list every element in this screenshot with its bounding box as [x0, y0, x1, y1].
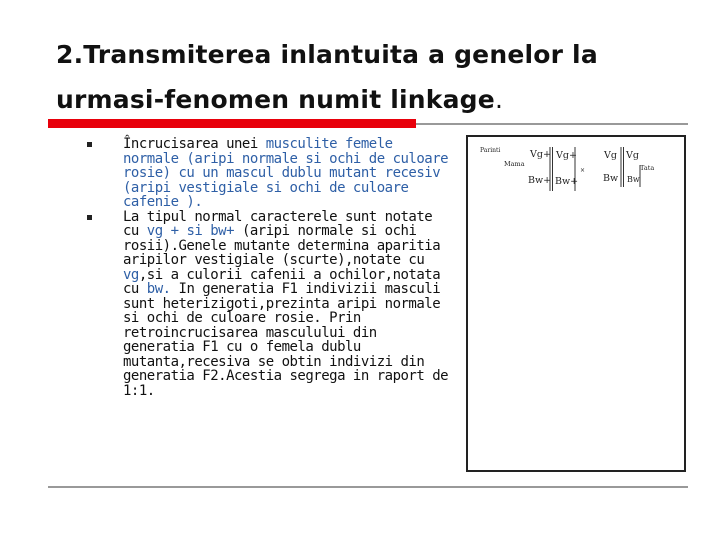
father-allele-bw-right: Bw — [627, 175, 640, 184]
father-allele-vg-left: Vg — [604, 150, 617, 161]
figure-parents-heading: Parinti — [480, 147, 501, 154]
linkage-diagram — [468, 137, 684, 470]
mother-allele-bw-left: Bw+ — [528, 175, 552, 186]
figure-father-label: Tata — [640, 164, 655, 172]
mother-allele-bw-right: Bw+ — [555, 176, 579, 187]
bullet-item-cross — [84, 137, 454, 210]
bullet-2-text-4: In generatia F1 indivizii masculi sunt heterizigoti,prezinta aripi normale si ochi de culoare rosie. Prin retroincrucisarea masculului din generatia F1 cu o femela dublu mutanta,recesiva se obtin indivizi din generatia F2.Acestia segrega in raport de 1:1. — [123, 281, 449, 399]
bullet-list — [84, 137, 454, 398]
bullet-square-icon — [87, 142, 92, 147]
linkage-cross-figure — [466, 135, 686, 472]
title-accent-bar — [48, 119, 416, 128]
bullet-1-text: Încrucisarea unei — [123, 136, 266, 152]
footer-divider-line — [48, 486, 688, 488]
bullet-1-highlight: musculite femele normale (aripi normale si ochi de culoare rosie) cu un mascul dublu mutant recesiv (aripi vestigiale si ochi de culoare cafenie ). — [123, 136, 449, 210]
bullet-square-icon — [87, 215, 92, 220]
bullet-2-highlight-3: bw. — [146, 281, 171, 297]
bullet-2-text-1: La tipul normal caracterele sunt notate cu — [123, 208, 433, 239]
bullet-2-text-3: ,si a culorii cafenii a ochilor,notata cu — [123, 266, 441, 297]
bullet-2-highlight-1: vg + si bw+ — [146, 223, 235, 239]
slide-title-line-1: 2.Transmiterea inlantuita a genelor la — [56, 40, 598, 69]
cross-symbol: × — [580, 167, 586, 174]
bullet-2-highlight-2: vg — [123, 266, 139, 283]
bullet-item-notation — [84, 210, 454, 399]
slide-title-period: . — [494, 85, 504, 114]
mother-allele-vg-left: Vg+ — [530, 149, 551, 160]
bullet-2-text-2: (aripi normale si ochi rosii).Genele mutante determina aparitia aripilor vestigiale (scurte),notate cu — [123, 223, 441, 268]
figure-mother-label: Mama — [504, 160, 525, 168]
father-allele-bw-left: Bw — [603, 173, 619, 184]
slide-title-line-2 — [56, 77, 696, 122]
slide-title — [56, 32, 696, 122]
father-allele-vg-right: Vg — [626, 150, 639, 161]
slide-title-line-2-text: urmasi-fenomen numit linkage — [56, 85, 495, 114]
mother-allele-vg-right: Vg+ — [556, 150, 577, 161]
